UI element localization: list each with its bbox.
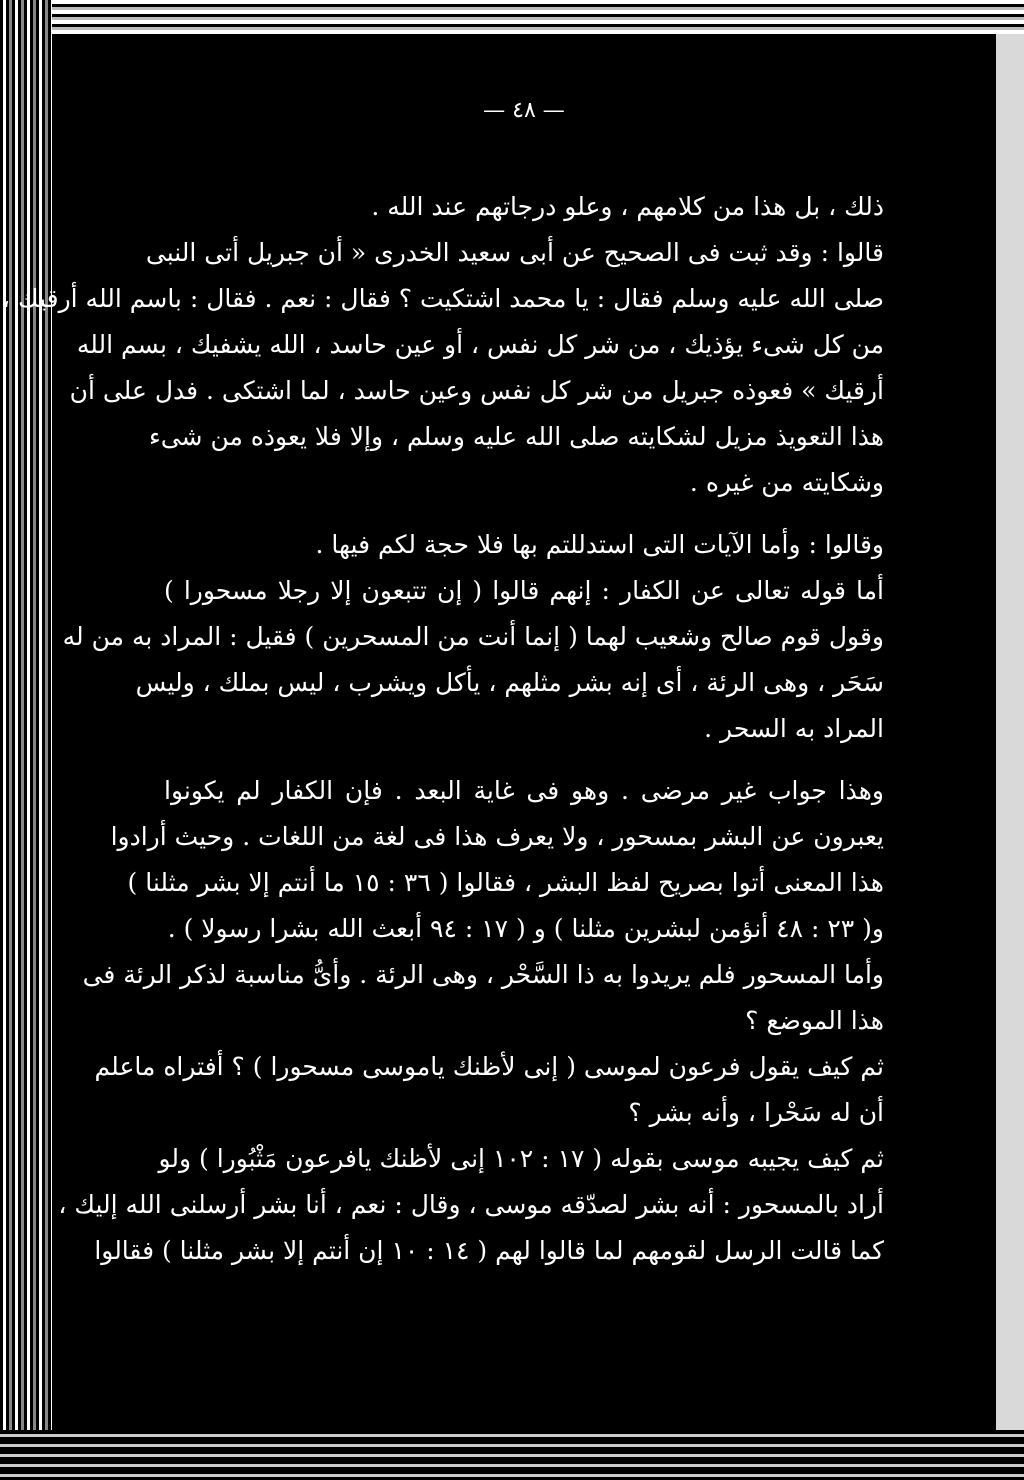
text-line: هذا الموضع ؟ <box>745 1006 884 1035</box>
text-line: وقول قوم صالح وشعيب لهما ( إنما أنت من المسحرين ) فقيل : المراد به من له <box>62 622 884 651</box>
text-line: أن له سَحْرا ، وأنه بشر ؟ <box>628 1098 884 1127</box>
scan-binding-edge <box>0 0 52 1480</box>
text-line: ثم كيف يجيبه موسى بقوله ( ١٧ : ١٠٢ إنى لأظنك يافرعون مَثْبُورا ) ولو <box>158 1144 884 1173</box>
text-line: سَحَر ، وهى الرئة ، أى إنه بشر مثلهم ، يأكل ويشرب ، ليس بملك ، وليس <box>135 668 884 697</box>
text-line: هذا التعويذ مزيل لشكايته صلى الله عليه وسلم ، وإلا فلا يعوذه من شىء <box>148 422 884 451</box>
text-line: هذا المعنى أتوا بصريح لفظ البشر ، فقالوا ( ٣٦ : ١٥ ما أنتم إلا بشر مثلنا ) <box>127 868 884 897</box>
text-line: و( ٢٣ : ٤٨ أنؤمن لبشرين مثلنا ) و ( ١٧ : ٩٤ أبعث الله بشرا رسولا ) . <box>167 914 884 943</box>
text-line: ذلك ، بل هذا من كلامهم ، وعلو درجاتهم عند الله . <box>371 192 884 221</box>
text-line: وأما المسحور فلم يريدوا به ذا السَّحْر ، وهى الرئة . وأىُّ مناسبة لذكر الرئة فى <box>82 960 884 989</box>
text-line: أراد بالمسحور : أنه بشر لصدّقه موسى ، وقال : نعم ، أنا بشر أرسلنى الله إليك ، <box>58 1190 884 1219</box>
text-line: يعبرون عن البشر بمسحور ، ولا يعرف هذا فى لغة من اللغات . وحيث أرادوا <box>110 822 884 851</box>
text-line: صلى الله عليه وسلم فقال : يا محمد اشتكيت ؟ فقال : نعم . فقال : باسم الله أرقيك ، <box>2 284 884 313</box>
scan-top-edge <box>0 0 1024 34</box>
text-line: كما قالت الرسل لقومهم لما قالوا لهم ( ١٤ : ١٠ إن أنتم إلا بشر مثلنا ) فقالوا <box>94 1236 884 1265</box>
text-line: قالوا : وقد ثبت فى الصحيح عن أبى سعيد الخدرى « أن جبريل أتى النبى <box>145 238 884 267</box>
text-line: وقالوا : وأما الآيات التى استدللتم بها فلا حجة لكم فيها . <box>315 530 884 559</box>
text-line: ثم كيف يقول فرعون لموسى ( إنى لأظنك ياموسى مسحورا ) ؟ أفتراه ماعلم <box>94 1052 884 1081</box>
text-line: من كل شىء يؤذيك ، من شر كل نفس ، أو عين حاسد ، الله يشفيك ، بسم الله <box>76 330 884 359</box>
text-line: أما قوله تعالى عن الكفار : إنهم قالوا ( إن تتبعون إلا رجلا مسحورا ) <box>164 576 884 605</box>
body-text <box>2 184 884 1274</box>
page-number: — ٤٨ — <box>483 98 565 123</box>
paragraph-gap <box>164 506 884 522</box>
text-line: المراد به السحر . <box>704 714 884 743</box>
paragraph-gap <box>164 752 884 768</box>
scan-bottom-edge <box>0 1430 1024 1480</box>
text-line: أرقيك » فعوذه جبريل من شر كل نفس وعين حاسد ، لما اشتكى . فدل على أن <box>69 376 884 405</box>
text-line: وهذا جواب غير مرضى . وهو فى غاية البعد . فإن الكفار لم يكونوا <box>164 776 884 805</box>
book-page <box>2 34 996 1430</box>
text-line: وشكايته من غيره . <box>689 468 884 497</box>
